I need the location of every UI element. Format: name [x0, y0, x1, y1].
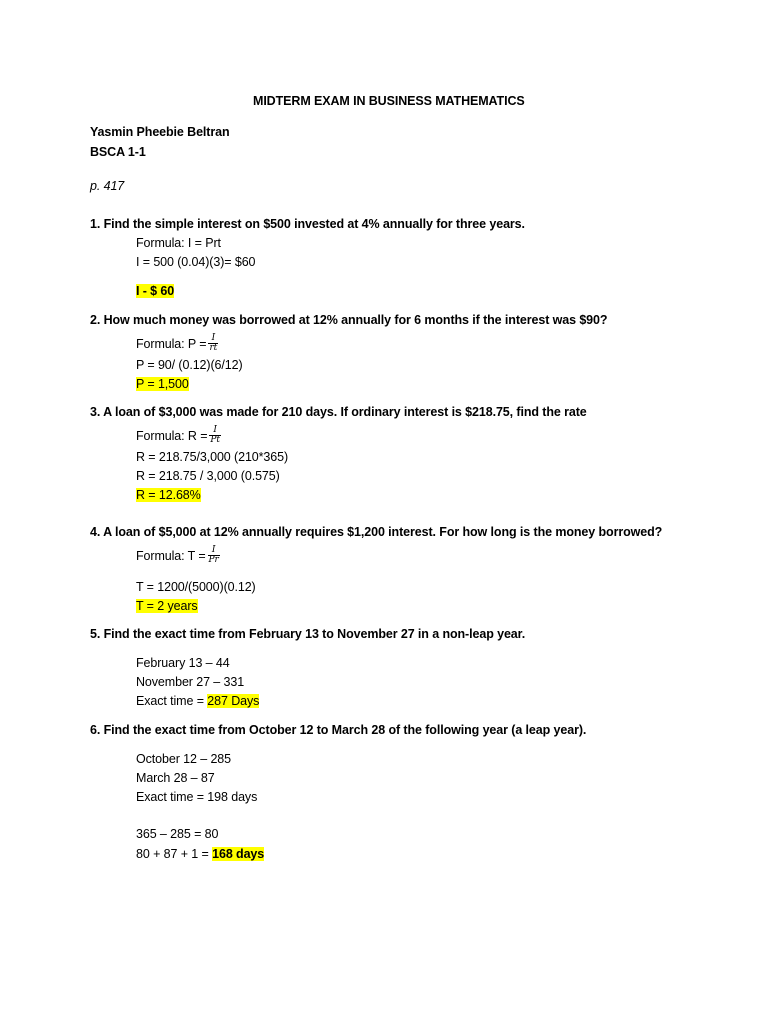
q2-answer	[136, 376, 189, 392]
student-name: Yasmin Pheebie Beltran	[90, 125, 230, 139]
q5-line-2: November 27 – 331	[136, 675, 245, 689]
q3-formula-prefix: Formula: R =	[136, 428, 208, 443]
q4-answer	[136, 598, 198, 614]
q6-line-2: March 28 – 87	[136, 771, 215, 785]
q5-exact-time	[136, 693, 259, 709]
q2-formula-numerator: I	[211, 333, 216, 343]
page-reference: p. 417	[90, 179, 125, 193]
q4-formula-denominator: Pr	[208, 555, 219, 565]
q2-formula-prefix: Formula: P =	[136, 336, 207, 351]
q3-question: 3. A loan of $3,000 was made for 210 days. If ordinary interest is $218.75, find the rate	[90, 405, 587, 419]
q2-formula	[136, 335, 218, 354]
q2-formula-denominator: rt	[209, 343, 218, 353]
q4-formula-numerator: I	[211, 545, 216, 555]
q3-formula-fraction	[209, 426, 220, 445]
q3-work-1: R = 218.75/3,000 (210*365)	[136, 450, 289, 464]
q2-answer-highlight: P = 1,500	[136, 377, 189, 391]
q4-question: 4. A loan of $5,000 at 12% annually requires $1,200 interest. For how long is the money borrowed?	[90, 525, 663, 539]
q1-work: I = 500 (0.04)(3)= $60	[136, 255, 256, 269]
q4-formula	[136, 547, 220, 566]
q2-question: 2. How much money was borrowed at 12% annually for 6 months if the interest was $90?	[90, 313, 608, 327]
q3-answer	[136, 487, 201, 503]
q3-answer-highlight: R = 12.68%	[136, 488, 201, 502]
q5-answer-highlight: 287 Days	[207, 694, 260, 708]
q3-formula-denominator: Pt	[210, 435, 220, 445]
q5-question: 5. Find the exact time from February 13 to November 27 in a non-leap year.	[90, 627, 526, 641]
q3-formula	[136, 427, 221, 446]
q1-answer	[136, 283, 174, 299]
q6-line-3: Exact time = 198 days	[136, 790, 258, 804]
q6-calc	[136, 846, 264, 862]
document-title: MIDTERM EXAM IN BUSINESS MATHEMATICS	[253, 94, 525, 108]
q4-formula-prefix: Formula: T =	[136, 548, 206, 563]
q4-formula-fraction	[208, 546, 220, 565]
q4-work: T = 1200/(5000)(0.12)	[136, 580, 256, 594]
q5-line-1: February 13 – 44	[136, 656, 230, 670]
q6-answer-highlight: 168 days	[212, 847, 265, 861]
q6-question: 6. Find the exact time from October 12 to March 28 of the following year (a leap year).	[90, 723, 587, 737]
q2-work: P = 90/ (0.12)(6/12)	[136, 358, 243, 372]
q6-calc-prefix: 80 + 87 + 1 =	[136, 847, 213, 861]
q1-formula: Formula: I = Prt	[136, 236, 221, 250]
section-label: BSCA 1-1	[90, 145, 146, 159]
q2-formula-fraction	[208, 334, 218, 353]
q3-formula-numerator: I	[213, 425, 217, 435]
q5-exact-prefix: Exact time =	[136, 694, 208, 708]
q6-line-4: 365 – 285 = 80	[136, 827, 219, 841]
q1-answer-highlight: I - $ 60	[136, 284, 175, 298]
q3-work-2: R = 218.75 / 3,000 (0.575)	[136, 469, 280, 483]
q1-question: 1. Find the simple interest on $500 invested at 4% annually for three years.	[90, 217, 525, 231]
q4-answer-highlight: T = 2 years	[136, 599, 198, 613]
q6-line-1: October 12 – 285	[136, 752, 231, 766]
